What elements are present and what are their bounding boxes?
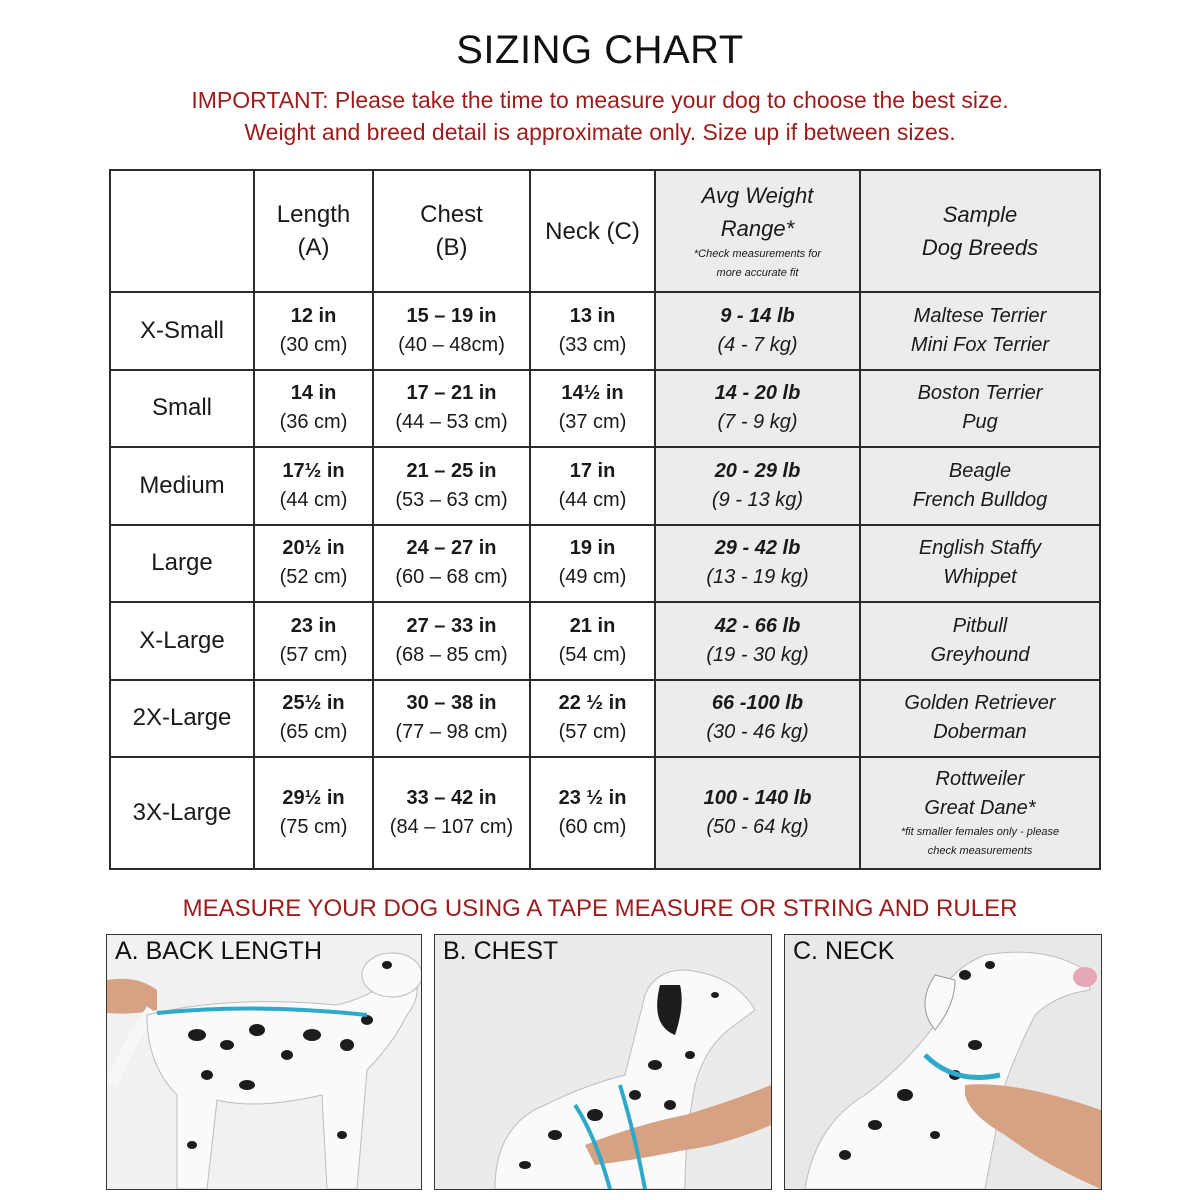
weight-note: *Check measurements for more accurate fit bbox=[693, 248, 822, 279]
size-cell: 3X-Large bbox=[110, 757, 254, 869]
chest-cell: 21 – 25 in (53 – 63 cm) bbox=[373, 447, 530, 525]
table-header-row bbox=[110, 170, 1100, 292]
chest-cell: 27 – 33 in (68 – 85 cm) bbox=[373, 602, 530, 680]
length-cell: 12 in (30 cm) bbox=[254, 292, 373, 370]
breed-note: *fit smaller females only - please check measurements bbox=[900, 826, 1060, 857]
panel-label: A. BACK LENGTH bbox=[115, 937, 322, 965]
page-title: SIZING CHART bbox=[456, 28, 744, 72]
table-row bbox=[110, 525, 1100, 603]
breeds-cell: Boston Terrier Pug bbox=[860, 370, 1100, 448]
panel-neck bbox=[784, 934, 1102, 1190]
weight-cell: 29 - 42 lb (13 - 19 kg) bbox=[655, 525, 860, 603]
sizing-table bbox=[109, 169, 1101, 870]
neck-cell: 17 in (44 cm) bbox=[530, 447, 655, 525]
size-cell: Small bbox=[110, 370, 254, 448]
length-cell: 20½ in (52 cm) bbox=[254, 525, 373, 603]
table-row bbox=[110, 292, 1100, 370]
neck-cell: 19 in (49 cm) bbox=[530, 525, 655, 603]
chest-cell: 24 – 27 in (60 – 68 cm) bbox=[373, 525, 530, 603]
header-length: Length (A) bbox=[254, 170, 373, 292]
breeds-cell: Golden Retriever Doberman bbox=[860, 680, 1100, 758]
neck-cell: 13 in (33 cm) bbox=[530, 292, 655, 370]
panel-back-length bbox=[106, 934, 422, 1190]
size-cell: 2X-Large bbox=[110, 680, 254, 758]
neck-cell: 23 ½ in (60 cm) bbox=[530, 757, 655, 869]
important-line-1: IMPORTANT: Please take the time to measure your dog to choose the best size. bbox=[191, 87, 1009, 113]
breeds-cell: Pitbull Greyhound bbox=[860, 602, 1100, 680]
neck-cell: 14½ in (37 cm) bbox=[530, 370, 655, 448]
weight-cell: 9 - 14 lb (4 - 7 kg) bbox=[655, 292, 860, 370]
chest-illustration bbox=[435, 935, 771, 1189]
panel-label: B. CHEST bbox=[443, 937, 559, 965]
panel-chest bbox=[434, 934, 772, 1190]
breeds-cell: English Staffy Whippet bbox=[860, 525, 1100, 603]
table-row bbox=[110, 370, 1100, 448]
neck-cell: 22 ½ in (57 cm) bbox=[530, 680, 655, 758]
table-row bbox=[110, 680, 1100, 758]
length-cell: 23 in (57 cm) bbox=[254, 602, 373, 680]
weight-cell: 66 -100 lb (30 - 46 kg) bbox=[655, 680, 860, 758]
breeds-cell: Beagle French Bulldog bbox=[860, 447, 1100, 525]
table-row bbox=[110, 602, 1100, 680]
weight-cell: 42 - 66 lb (19 - 30 kg) bbox=[655, 602, 860, 680]
length-cell: 17½ in (44 cm) bbox=[254, 447, 373, 525]
size-cell: Medium bbox=[110, 447, 254, 525]
table-row bbox=[110, 757, 1100, 869]
measure-title: MEASURE YOUR DOG USING A TAPE MEASURE OR STRING AND RULER bbox=[182, 895, 1018, 922]
chest-cell: 30 – 38 in (77 – 98 cm) bbox=[373, 680, 530, 758]
chest-cell: 17 – 21 in (44 – 53 cm) bbox=[373, 370, 530, 448]
length-cell: 25½ in (65 cm) bbox=[254, 680, 373, 758]
weight-cell: 20 - 29 lb (9 - 13 kg) bbox=[655, 447, 860, 525]
important-line-2: Weight and breed detail is approximate only. Size up if between sizes. bbox=[244, 119, 956, 145]
important-notice bbox=[0, 84, 1200, 148]
weight-cell: 100 - 140 lb (50 - 64 kg) bbox=[655, 757, 860, 869]
panel-label: C. NECK bbox=[793, 937, 895, 965]
weight-cell: 14 - 20 lb (7 - 9 kg) bbox=[655, 370, 860, 448]
length-cell: 14 in (36 cm) bbox=[254, 370, 373, 448]
chest-cell: 15 – 19 in (40 – 48cm) bbox=[373, 292, 530, 370]
header-breeds: Sample Dog Breeds bbox=[860, 170, 1100, 292]
size-cell: X-Large bbox=[110, 602, 254, 680]
breeds-cell: Maltese Terrier Mini Fox Terrier bbox=[860, 292, 1100, 370]
chest-cell: 33 – 42 in (84 – 107 cm) bbox=[373, 757, 530, 869]
length-cell: 29½ in (75 cm) bbox=[254, 757, 373, 869]
header-chest: Chest (B) bbox=[373, 170, 530, 292]
header-neck: Neck (C) bbox=[530, 170, 655, 292]
header-size bbox=[110, 170, 254, 292]
size-cell: Large bbox=[110, 525, 254, 603]
size-cell: X-Small bbox=[110, 292, 254, 370]
table-row bbox=[110, 447, 1100, 525]
neck-cell: 21 in (54 cm) bbox=[530, 602, 655, 680]
neck-illustration bbox=[785, 935, 1101, 1189]
back-length-illustration bbox=[107, 935, 421, 1189]
header-weight: Avg Weight Range* *Check measurements for more accurate fit bbox=[655, 170, 860, 292]
breeds-cell: Rottweiler Great Dane* *fit smaller females only - please check measurements bbox=[860, 757, 1100, 869]
